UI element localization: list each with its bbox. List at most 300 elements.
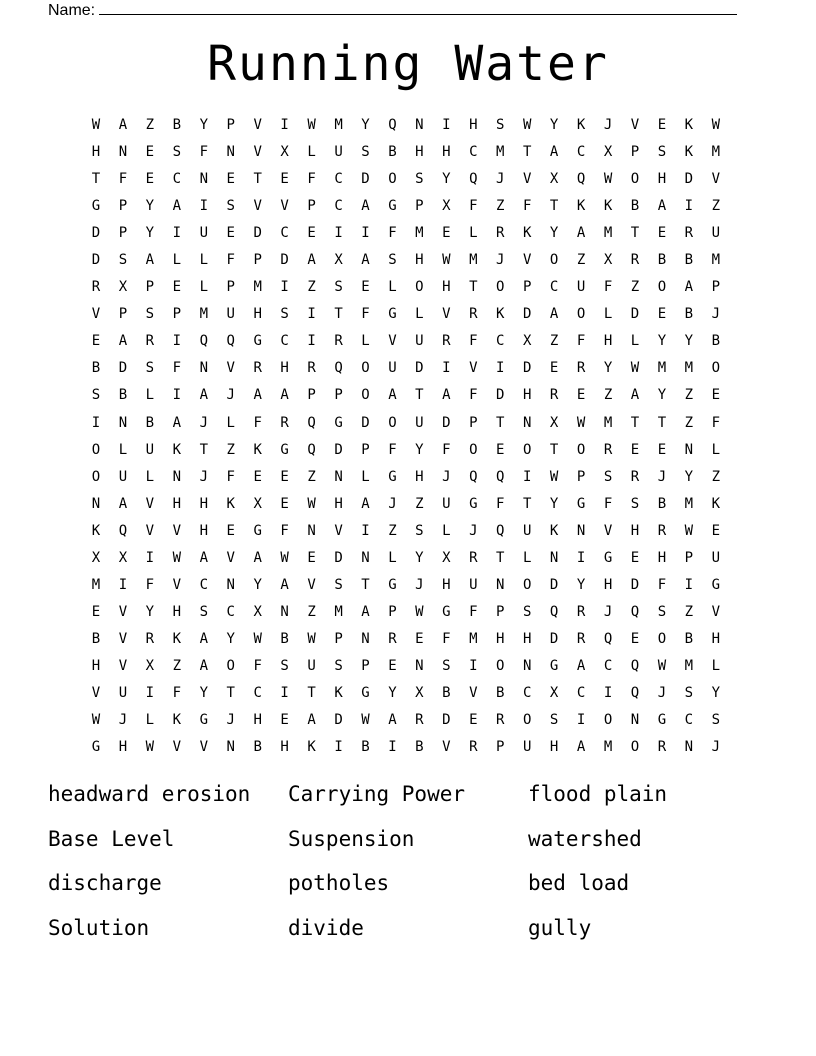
grid-letter: V — [334, 522, 343, 539]
grid-letter: O — [415, 279, 424, 296]
grid-letter: B — [711, 333, 721, 350]
grid-letter: V — [603, 522, 613, 539]
grid-letter: V — [91, 306, 101, 323]
grid-letter: I — [280, 117, 289, 133]
grid-letter: H — [442, 144, 451, 161]
grid-letter: A — [549, 144, 559, 161]
grid-letter: F — [469, 198, 478, 215]
grid-letter: H — [334, 495, 343, 512]
grid-letter: S — [145, 306, 155, 323]
grid-letter: Z — [630, 279, 640, 296]
grid-letter: Y — [442, 171, 451, 188]
grid-letter: X — [603, 252, 613, 269]
grid-letter: B — [657, 252, 667, 269]
grid-letter: D — [522, 360, 532, 377]
grid-letter: Y — [199, 684, 209, 701]
grid-letter: L — [711, 441, 721, 458]
grid-letter: N — [199, 171, 209, 188]
grid-letter: R — [145, 630, 155, 647]
grid-letter: N — [118, 414, 128, 431]
grid-letter: R — [657, 522, 667, 539]
grid-letter: J — [199, 468, 209, 485]
grid-letter: U — [118, 468, 128, 485]
grid-letter: U — [711, 225, 721, 242]
grid-letter: B — [361, 739, 370, 756]
grid-letter: K — [684, 144, 694, 161]
grid-letter: S — [415, 522, 424, 539]
grid-letter: O — [91, 441, 101, 458]
grid-letter: N — [361, 549, 370, 566]
grid-letter: F — [388, 225, 397, 242]
grid-letter: J — [442, 468, 451, 485]
grid-letter: D — [334, 441, 343, 458]
grid-letter: D — [496, 387, 505, 404]
grid-letter: P — [118, 225, 128, 242]
grid-letter: H — [118, 739, 128, 756]
grid-letter: G — [334, 414, 343, 431]
grid-letter: I — [91, 414, 101, 431]
grid-letter: B — [684, 630, 694, 647]
grid-letter: B — [118, 387, 128, 404]
grid-letter: N — [334, 468, 343, 485]
grid-letter: Q — [469, 468, 478, 485]
grid-letter: Z — [711, 468, 721, 485]
grid-letter: E — [253, 468, 262, 485]
grid-letter: K — [226, 495, 235, 512]
grid-letter: P — [226, 117, 235, 133]
grid-letter: N — [280, 603, 289, 620]
grid-letter: H — [657, 171, 667, 188]
word-list-item: gully — [528, 915, 592, 940]
grid-letter: V — [172, 522, 182, 539]
grid-letter: R — [576, 360, 586, 377]
grid-letter: O — [496, 657, 505, 674]
grid-letter: S — [280, 306, 289, 323]
grid-letter: K — [522, 225, 532, 242]
grid-letter: G — [199, 712, 209, 729]
grid-letter: Y — [388, 684, 397, 701]
word-list-item: Base Level — [48, 826, 175, 851]
grid-letter: W — [307, 117, 316, 133]
grid-letter: Y — [145, 198, 155, 215]
grid-letter: J — [711, 306, 721, 323]
page-title: Running Water — [207, 36, 609, 92]
grid-letter: U — [415, 333, 424, 350]
grid-letter: Q — [469, 171, 478, 188]
grid-letter: S — [172, 144, 182, 161]
grid-letter: S — [657, 144, 667, 161]
grid-letter: A — [172, 198, 182, 215]
grid-letter: K — [334, 684, 343, 701]
grid-letter: B — [253, 739, 262, 756]
grid-letter: F — [172, 360, 182, 377]
grid-letter: C — [576, 144, 586, 161]
grid-letter: R — [442, 333, 451, 350]
grid-letter: S — [280, 657, 289, 674]
grid-letter: E — [711, 522, 721, 539]
grid-letter: V — [442, 739, 451, 756]
grid-letter: R — [469, 739, 478, 756]
grid-letter: U — [576, 279, 586, 296]
grid-letter: K — [172, 712, 182, 729]
grid-letter: E — [657, 441, 667, 458]
grid-letter: H — [549, 739, 559, 756]
grid-letter: N — [91, 495, 101, 512]
grid-letter: B — [630, 198, 640, 215]
grid-letter: E — [657, 306, 667, 323]
grid-letter: Y — [145, 225, 155, 242]
grid-letter: Y — [576, 576, 586, 593]
grid-letter: J — [657, 684, 667, 701]
grid-letter: H — [603, 576, 613, 593]
grid-letter: T — [361, 576, 370, 593]
grid-letter: V — [172, 739, 182, 756]
grid-letter: K — [253, 441, 262, 458]
grid-letter: F — [307, 171, 316, 188]
grid-letter: K — [684, 117, 694, 133]
grid-letter: X — [442, 198, 451, 215]
grid-letter: L — [145, 468, 155, 485]
grid-letter: A — [442, 387, 451, 404]
grid-letter: U — [522, 739, 532, 756]
grid-letter: L — [172, 252, 182, 269]
grid-letter: U — [711, 549, 721, 566]
grid-letter: O — [522, 712, 532, 729]
grid-letter: A — [576, 739, 586, 756]
grid-letter: G — [442, 603, 451, 620]
grid-letter: J — [199, 414, 209, 431]
grid-letter: N — [684, 739, 694, 756]
grid-letter: R — [388, 630, 397, 647]
grid-letter: D — [549, 576, 559, 593]
word-list-item: watershed — [528, 826, 642, 851]
grid-letter: N — [172, 468, 182, 485]
grid-letter: O — [576, 441, 586, 458]
grid-letter: V — [172, 576, 182, 593]
grid-letter: A — [199, 630, 209, 647]
grid-letter: M — [496, 144, 505, 161]
grid-letter: D — [280, 252, 289, 269]
grid-letter: H — [415, 252, 424, 269]
grid-letter: S — [334, 279, 343, 296]
grid-letter: O — [361, 387, 370, 404]
grid-letter: H — [630, 522, 640, 539]
grid-letter: I — [603, 684, 613, 701]
grid-letter: C — [253, 684, 262, 701]
grid-letter: P — [118, 198, 128, 215]
grid-letter: D — [334, 549, 343, 566]
grid-letter: Y — [226, 630, 235, 647]
grid-letter: Z — [307, 603, 316, 620]
grid-letter: J — [388, 495, 397, 512]
grid-letter: M — [334, 117, 343, 133]
grid-letter: F — [469, 387, 478, 404]
grid-letter: R — [630, 468, 640, 485]
grid-letter: V — [630, 117, 640, 133]
grid-letter: E — [469, 712, 478, 729]
grid-letter: N — [118, 144, 128, 161]
grid-letter: G — [388, 468, 397, 485]
grid-letter: Q — [603, 630, 613, 647]
grid-letter: S — [522, 603, 532, 620]
grid-letter: D — [91, 252, 101, 269]
grid-letter: X — [118, 279, 128, 296]
grid-letter: E — [226, 522, 235, 539]
grid-letter: P — [118, 306, 128, 323]
grid-letter: E — [172, 279, 182, 296]
grid-letter: C — [496, 333, 505, 350]
grid-letter: A — [280, 576, 289, 593]
grid-letter: J — [603, 603, 613, 620]
grid-letter: X — [334, 252, 343, 269]
grid-letter: F — [118, 171, 128, 188]
grid-letter: H — [280, 360, 289, 377]
grid-letter: O — [388, 414, 397, 431]
grid-letter: O — [576, 306, 586, 323]
grid-letter: O — [91, 468, 101, 485]
grid-letter: V — [711, 603, 721, 620]
grid-letter: F — [469, 603, 478, 620]
grid-letter: A — [576, 657, 586, 674]
grid-letter: L — [361, 333, 370, 350]
grid-letter: W — [172, 549, 182, 566]
grid-letter: D — [522, 306, 532, 323]
grid-letter: W — [307, 630, 316, 647]
grid-letter: Q — [118, 522, 128, 539]
grid-letter: W — [549, 468, 559, 485]
grid-letter: W — [280, 549, 289, 566]
grid-letter: J — [226, 387, 235, 404]
grid-letter: D — [415, 360, 424, 377]
grid-letter: V — [226, 549, 235, 566]
grid-letter: G — [549, 657, 559, 674]
grid-letter: C — [334, 198, 343, 215]
grid-letter: X — [442, 549, 451, 566]
grid-letter: M — [711, 144, 721, 161]
grid-letter: R — [280, 414, 289, 431]
grid-letter: B — [91, 630, 101, 647]
grid-letter: J — [118, 712, 128, 729]
grid-letter: H — [442, 576, 451, 593]
grid-letter: O — [496, 279, 505, 296]
grid-letter: Y — [549, 117, 559, 133]
grid-letter: E — [280, 171, 289, 188]
grid-letter: A — [118, 333, 128, 350]
grid-letter: Z — [307, 279, 316, 296]
grid-letter: T — [469, 279, 478, 296]
grid-letter: A — [118, 117, 128, 133]
grid-letter: J — [657, 468, 667, 485]
grid-letter: G — [711, 576, 721, 593]
grid-letter: Z — [576, 252, 586, 269]
grid-letter: S — [711, 712, 721, 729]
grid-letter: D — [549, 630, 559, 647]
grid-letter: W — [253, 630, 262, 647]
grid-letter: C — [280, 225, 289, 242]
grid-letter: C — [280, 333, 289, 350]
grid-letter: V — [145, 495, 155, 512]
grid-letter: R — [684, 225, 694, 242]
grid-letter: S — [415, 171, 424, 188]
grid-letter: G — [469, 495, 478, 512]
grid-letter: X — [522, 333, 532, 350]
grid-letter: O — [630, 171, 640, 188]
grid-letter: F — [496, 495, 505, 512]
grid-letter: E — [226, 171, 235, 188]
grid-letter: I — [361, 225, 370, 242]
grid-letter: N — [522, 657, 532, 674]
grid-letter: W — [630, 360, 640, 377]
grid-letter: B — [172, 117, 182, 133]
grid-letter: E — [442, 225, 451, 242]
grid-letter: Z — [496, 198, 505, 215]
grid-letter: R — [469, 549, 478, 566]
grid-letter: Y — [145, 603, 155, 620]
name-blank-line[interactable] — [99, 0, 737, 15]
grid-letter: D — [630, 306, 640, 323]
grid-letter: X — [415, 684, 424, 701]
grid-letter: B — [415, 739, 424, 756]
grid-letter: F — [361, 306, 370, 323]
grid-letter: J — [603, 117, 613, 133]
grid-letter: E — [91, 333, 101, 350]
grid-letter: K — [91, 522, 101, 539]
grid-letter: S — [361, 144, 370, 161]
grid-letter: A — [145, 252, 155, 269]
grid-letter: W — [711, 117, 721, 133]
grid-letter: R — [469, 306, 478, 323]
grid-letter: X — [118, 549, 128, 566]
grid-letter: B — [145, 414, 155, 431]
word-list-item: divide — [288, 915, 364, 940]
grid-letter: X — [145, 657, 155, 674]
grid-letter: I — [576, 712, 586, 729]
grid-letter: O — [549, 252, 559, 269]
grid-letter: A — [253, 387, 262, 404]
grid-letter: O — [657, 279, 667, 296]
grid-letter: D — [442, 414, 451, 431]
grid-letter: K — [576, 198, 586, 215]
grid-letter: G — [253, 522, 262, 539]
grid-letter: Y — [199, 117, 209, 133]
grid-letter: Z — [388, 522, 397, 539]
grid-letter: M — [711, 252, 721, 269]
grid-letter: E — [280, 468, 289, 485]
grid-letter: Z — [603, 387, 613, 404]
grid-letter: H — [91, 657, 101, 674]
grid-letter: F — [172, 684, 182, 701]
grid-letter: I — [361, 522, 370, 539]
grid-letter: Z — [711, 198, 721, 215]
grid-letter: A — [361, 252, 370, 269]
grid-letter: N — [576, 522, 586, 539]
grid-letter: I — [172, 387, 182, 404]
grid-letter: O — [361, 360, 370, 377]
grid-letter: E — [280, 495, 289, 512]
grid-letter: I — [199, 198, 209, 215]
grid-letter: N — [549, 549, 559, 566]
grid-letter: F — [469, 333, 478, 350]
grid-letter: X — [549, 414, 559, 431]
grid-letter: E — [307, 225, 316, 242]
grid-letter: A — [118, 495, 128, 512]
grid-letter: H — [91, 144, 101, 161]
grid-letter: L — [388, 279, 397, 296]
grid-letter: E — [711, 387, 721, 404]
grid-letter: S — [630, 495, 640, 512]
grid-letter: H — [415, 144, 424, 161]
grid-letter: L — [118, 441, 128, 458]
grid-letter: I — [280, 684, 289, 701]
grid-letter: O — [469, 441, 478, 458]
grid-letter: R — [496, 225, 505, 242]
grid-letter: P — [172, 306, 182, 323]
grid-letter: H — [522, 387, 532, 404]
name-field[interactable] — [48, 0, 737, 20]
grid-letter: V — [253, 198, 262, 215]
grid-letter: D — [361, 171, 370, 188]
grid-letter: A — [684, 279, 694, 296]
grid-letter: V — [442, 306, 451, 323]
grid-letter: R — [549, 387, 559, 404]
grid-letter: I — [307, 333, 316, 350]
grid-letter: Y — [253, 576, 262, 593]
grid-letter: I — [388, 739, 397, 756]
grid-letter: C — [199, 576, 209, 593]
grid-letter: E — [549, 360, 559, 377]
grid-letter: S — [657, 603, 667, 620]
grid-letter: L — [442, 522, 451, 539]
grid-letter: G — [280, 441, 289, 458]
grid-letter: A — [549, 306, 559, 323]
grid-letter: M — [469, 252, 478, 269]
grid-letter: E — [226, 225, 235, 242]
grid-letter: U — [145, 441, 155, 458]
grid-letter: O — [603, 712, 613, 729]
grid-letter: Q — [630, 657, 640, 674]
grid-letter: Q — [630, 684, 640, 701]
grid-letter: G — [603, 549, 613, 566]
grid-letter: P — [307, 198, 316, 215]
grid-letter: Q — [226, 333, 235, 350]
grid-letter: E — [145, 144, 155, 161]
grid-letter: M — [684, 360, 694, 377]
grid-letter: S — [496, 117, 505, 133]
grid-letter: Z — [172, 657, 182, 674]
grid-letter: A — [172, 414, 182, 431]
grid-letter: D — [91, 225, 101, 242]
grid-letter: T — [226, 684, 235, 701]
grid-letter: M — [253, 279, 262, 296]
grid-letter: F — [226, 468, 235, 485]
grid-letter: C — [522, 684, 532, 701]
grid-letter: N — [199, 360, 209, 377]
grid-letter: L — [630, 333, 640, 350]
grid-letter: U — [334, 144, 343, 161]
grid-letter: P — [496, 739, 505, 756]
grid-letter: W — [361, 712, 370, 729]
grid-letter: E — [630, 441, 640, 458]
grid-letter: F — [522, 198, 532, 215]
grid-letter: R — [576, 603, 586, 620]
grid-letter: P — [576, 468, 586, 485]
grid-letter: N — [361, 630, 370, 647]
grid-letter: I — [442, 360, 451, 377]
grid-letter: A — [280, 387, 289, 404]
word-list-item: Carrying Power — [288, 782, 466, 806]
grid-letter: T — [334, 306, 343, 323]
grid-letter: J — [496, 171, 505, 188]
